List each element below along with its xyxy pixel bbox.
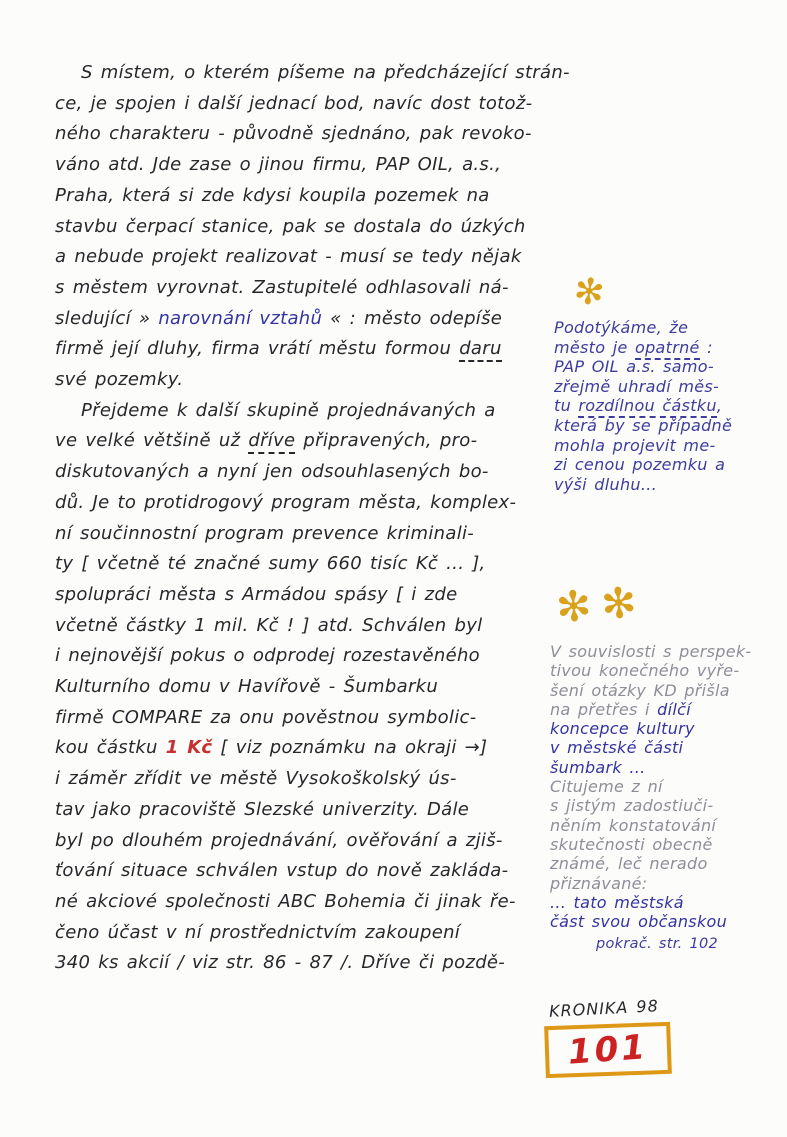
text-line (55, 733, 555, 764)
text-line (554, 338, 787, 358)
text-segment: s jistým zadostiuči- (550, 796, 714, 816)
text-segment: ty [ včetně té značné sumy 660 tisíc Kč ... ], (55, 553, 486, 575)
text-segment: Citujeme z ní (550, 777, 663, 797)
text-line (55, 212, 555, 243)
text-line (55, 365, 555, 396)
chronicle-label: KRONIKA 98 (548, 996, 660, 1021)
text-line (55, 242, 555, 273)
text-line (55, 304, 555, 335)
text-segment: Kulturního domu v Havířově - Šumbarku (55, 676, 439, 698)
text-segment: tav jako pracoviště Slezské univerzity. Dále (55, 798, 470, 820)
text-line (55, 611, 555, 642)
text-line (554, 396, 787, 416)
text-segment: byl po dlouhém projednávání, ověřování a zjiš- (55, 829, 503, 851)
text-segment: spolupráci města s Armádou spásy [ i zde (55, 583, 458, 605)
text-segment: ného charakteru - původně sjednáno, pak revoko- (55, 123, 532, 145)
text-segment: zřejmě uhradí měs- (554, 376, 720, 396)
text-segment: své pozemky. (55, 369, 184, 391)
text-line (550, 700, 787, 719)
text-line (550, 854, 787, 873)
text-segment: mohla projevit me- (554, 435, 716, 455)
text-segment-dash: rozdílnou částku (578, 396, 716, 418)
text-segment: Praha, která si zde kdysi koupila pozemek na (55, 184, 490, 206)
text-line (55, 764, 555, 795)
text-segment: tivou konečného vyře- (550, 661, 740, 681)
margin-note-1 (554, 318, 787, 494)
text-line (55, 826, 555, 857)
asterisk-icon: ✻ (571, 270, 607, 315)
text-line (55, 856, 555, 887)
text-segment: zi cenou pozemku a (554, 455, 726, 475)
text-line (554, 377, 787, 397)
text-line (554, 455, 787, 475)
text-line (55, 119, 555, 150)
text-segment: ťování situace schválen vstup do nově zakláda- (55, 860, 509, 882)
text-segment-blue: koncepce kultury (550, 719, 695, 739)
text-segment-blue: v městské části (550, 738, 684, 758)
text-segment: V souvislosti s perspek- (550, 642, 752, 661)
text-line (554, 318, 787, 338)
text-line (550, 719, 787, 738)
text-line (554, 475, 787, 495)
text-segment-dash: dříve (248, 430, 295, 454)
margin-note-2 (550, 642, 787, 931)
text-line (55, 426, 555, 457)
text-line (55, 181, 555, 212)
text-segment-blue: dílčí (657, 699, 691, 719)
text-segment: , (716, 396, 723, 416)
text-segment: váno atd. Jde zase o jinou firmu, PAP OIL, a.s., (55, 154, 502, 176)
text-segment: : (699, 337, 713, 357)
text-segment: [ viz poznámku na okraji →] (212, 737, 488, 759)
text-line (554, 357, 787, 377)
text-line (55, 703, 555, 734)
text-segment: Přejdeme k další skupině projednávaných a (81, 399, 496, 421)
page-number: 101 (566, 1027, 650, 1073)
text-line (55, 334, 555, 365)
text-segment: něním konstatování (550, 815, 717, 835)
text-segment: firmě COMPARE za onu pověstnou symbolic- (55, 706, 477, 728)
text-line (550, 835, 787, 854)
text-segment: známé, leč nerado (550, 854, 708, 874)
text-line (554, 436, 787, 456)
text-line (550, 912, 787, 931)
text-segment-blue: část svou občanskou (550, 912, 728, 932)
text-segment-red: 1 Kč (165, 737, 213, 759)
text-line (55, 795, 555, 826)
text-line (55, 58, 570, 89)
text-line (55, 457, 555, 488)
text-line (55, 396, 555, 427)
text-segment: která by se případně (554, 415, 733, 435)
text-line (55, 519, 555, 550)
text-line (550, 681, 787, 700)
text-line (550, 642, 787, 661)
text-segment: stavbu čerpací stanice, pak se dostala do úzkých (55, 215, 526, 237)
text-segment: né akciové společnosti ABC Bohemia či jinak ře- (55, 890, 516, 912)
text-line (550, 874, 787, 893)
text-line (55, 641, 555, 672)
text-segment: na přetřes i (550, 699, 658, 719)
text-segment: skutečnosti obecně (550, 834, 713, 854)
text-line (550, 777, 787, 796)
text-segment: S místem, o kterém píšeme na předcházející strán- (81, 62, 570, 83)
text-line (55, 948, 555, 979)
text-line (550, 758, 787, 777)
text-segment: ce, je spojen i další jednací bod, navíc dost totož- (55, 92, 533, 114)
text-line (55, 887, 555, 918)
text-segment: ní součinnostní program prevence kriminali- (55, 522, 475, 544)
text-segment: a nebude projekt realizovat - musí se tedy nějak (55, 246, 522, 268)
text-segment: ve velké většině už (55, 430, 249, 452)
text-segment: včetně částky 1 mil. Kč ! ] atd. Schválen byl (55, 614, 483, 636)
text-segment-blue: šumbark ... (550, 757, 646, 777)
text-line (55, 549, 555, 580)
text-line (550, 796, 787, 815)
text-segment: s městem vyrovnat. Zastupitelé odhlasovali ná- (55, 276, 509, 298)
text-segment: firmě její dluhy, firma vrátí městu formou (55, 338, 460, 360)
text-line (550, 893, 787, 912)
text-segment: i nejnovější pokus o odprodej rozestavěného (55, 645, 480, 667)
text-segment: šení otázky KD přišla (550, 680, 730, 700)
continuation-note: pokrač. str. 102 (596, 936, 719, 952)
text-line (55, 918, 555, 949)
text-segment: připravených, pro- (295, 430, 478, 452)
text-line (55, 273, 555, 304)
text-segment: i záměr zřídit ve městě Vysokoškolský ús- (55, 768, 457, 790)
text-segment-blue: ... tato městská (550, 892, 684, 912)
text-line (550, 738, 787, 757)
text-line (55, 672, 555, 703)
text-segment: dů. Je to protidrogový program města, komplex- (55, 491, 517, 513)
text-segment: Podotýkáme, že (554, 318, 689, 337)
text-line (550, 816, 787, 835)
text-segment: tu (554, 396, 579, 416)
text-segment-dash: daru (459, 338, 501, 362)
text-segment: 340 ks akcií / viz str. 86 - 87 /. Dříve či pozdě- (55, 952, 506, 974)
double-asterisk-icon: ✻✻ (554, 576, 648, 633)
text-line (55, 150, 555, 181)
text-line (550, 661, 787, 680)
text-segment: výši dluhu... (554, 474, 657, 494)
text-line (554, 416, 787, 436)
text-segment: přiznávané: (550, 873, 648, 893)
page-number-box (544, 1022, 672, 1078)
text-segment-blue: narovnání vztahů (158, 307, 323, 329)
text-segment: sledující » (55, 307, 159, 329)
text-line (55, 89, 555, 120)
text-line (55, 580, 555, 611)
text-segment: PAP OIL a.s. samo- (554, 357, 714, 377)
text-segment: čeno účast v ní prostřednictvím zakoupení (55, 921, 461, 943)
text-segment: « : město odepíše (322, 307, 503, 329)
text-segment-dash: opatrné (635, 338, 700, 360)
text-segment: diskutovaných a nyní jen odsouhlasených bo- (55, 461, 489, 483)
text-segment: město je (554, 337, 635, 357)
main-text-block (55, 58, 570, 979)
text-segment: kou částku (55, 737, 166, 759)
text-line (55, 488, 555, 519)
